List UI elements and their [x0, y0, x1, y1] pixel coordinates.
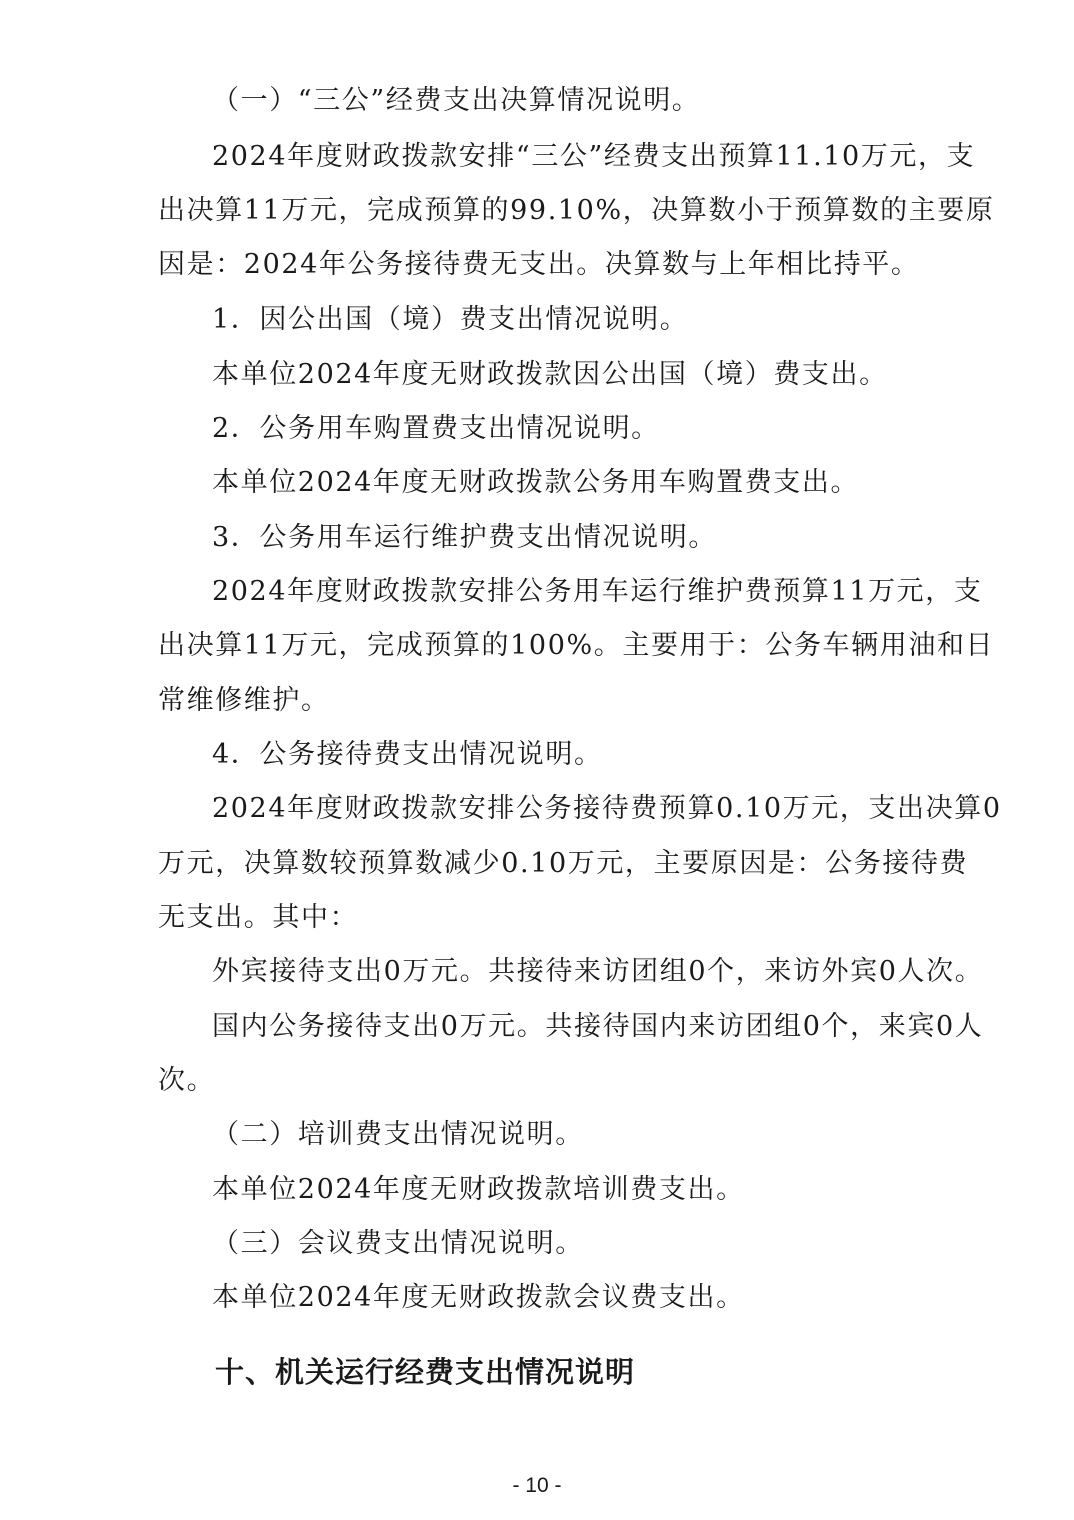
paragraph-line: 常维修维护。: [158, 685, 330, 716]
paragraph-line: 本单位2024年度无财政拨款会议费支出。: [212, 1282, 745, 1313]
item-heading-vehicle-operation: 3．公务用车运行维护费支出情况说明。: [212, 522, 717, 553]
chapter-heading: 十、机关运行经费支出情况说明: [215, 1355, 636, 1389]
section-heading-training: （二）培训费支出情况说明。: [212, 1119, 584, 1150]
paragraph-line: 出决算11万元，完成预算的100%。主要用于：公务车辆用油和日: [158, 630, 995, 661]
section-heading-sanGong: （一）“三公”经费支出决算情况说明。: [212, 85, 701, 116]
paragraph-line: 次。: [158, 1065, 216, 1096]
paragraph-line: 2024年度财政拨款安排公务用车运行维护费预算11万元，支: [212, 576, 983, 607]
paragraph-line: 无支出。其中：: [158, 902, 359, 933]
item-heading-vehicle-purchase: 2．公务用车购置费支出情况说明。: [212, 413, 660, 444]
page-number: - 10 -: [512, 1474, 562, 1497]
paragraph-line: 2024年度财政拨款安排公务接待费预算0.10万元，支出决算0: [212, 793, 1002, 824]
paragraph-line: 2024年度财政拨款安排“三公”经费支出预算11.10万元，支: [212, 141, 976, 172]
item-heading-reception: 4．公务接待费支出情况说明。: [212, 739, 603, 770]
paragraph-line: 本单位2024年度无财政拨款培训费支出。: [212, 1174, 745, 1205]
paragraph-line: 因是：2024年公务接待费无支出。决算数与上年相比持平。: [158, 249, 920, 280]
section-heading-meeting: （三）会议费支出情况说明。: [212, 1228, 584, 1259]
paragraph-line: 万元，决算数较预算数减少0.10万元，主要原因是：公务接待费: [158, 848, 969, 879]
paragraph-line: 出决算11万元，完成预算的99.10%，决算数小于预算数的主要原: [158, 195, 995, 226]
paragraph-line: 国内公务接待支出0万元。共接待国内来访团组0个，来宾0人: [212, 1011, 984, 1042]
paragraph-line: 本单位2024年度无财政拨款公务用车购置费支出。: [212, 467, 860, 498]
item-heading-travel-abroad: 1．因公出国（境）费支出情况说明。: [212, 304, 689, 335]
paragraph-line: 外宾接待支出0万元。共接待来访团组0个，来访外宾0人次。: [212, 956, 984, 987]
paragraph-line: 本单位2024年度无财政拨款因公出国（境）费支出。: [212, 359, 888, 390]
